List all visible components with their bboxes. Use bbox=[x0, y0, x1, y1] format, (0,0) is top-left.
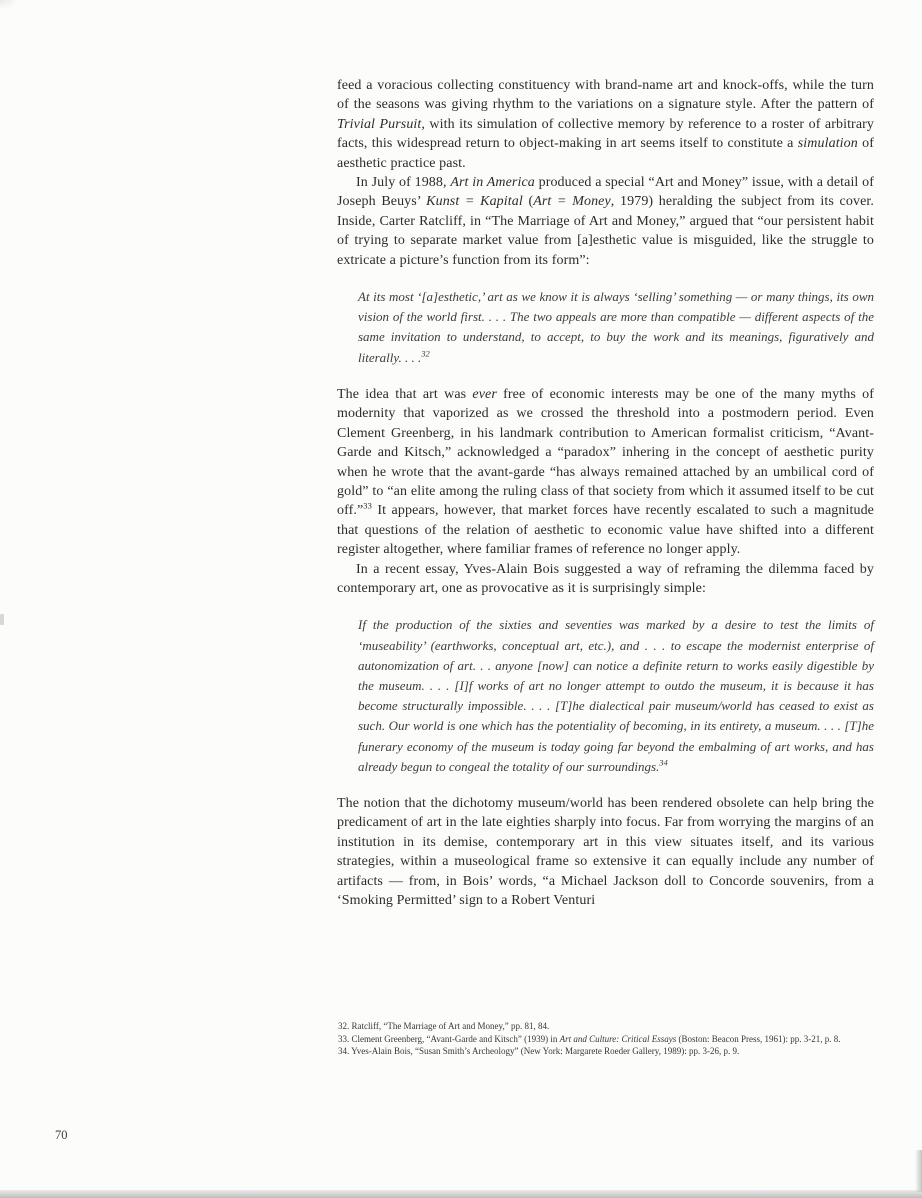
footnote-ref: 32 bbox=[421, 348, 430, 359]
text-run: If the production of the sixties and seventies was marked by a desire to test the limits of ‘museability’ (earthworks, conceptual art, etc.), and . . . to escape the modernist enterprise of autonomization of art. . . anyone [now] can notice a definite return to works easily digestible by the museum. . . . [I]f works of art no longer attempt to outdo the museum, it is because it has become structurally impossible. . . . [T]he dialectical pair museum/world has ceased to exist as such. Our world is one which has the potentiality of becoming, in its entirety, a museum. . . . [T]he funerary economy of the museum is today going far beyond the embalming of art works, and has already begun to congeal the totality of our surroundings. bbox=[358, 617, 874, 774]
text-run: 34. Yves-Alain Bois, “Susan Smith’s Archeology” (New York: Margarete Roeder Gallery, 1989): pp. 3-26, p. 9. bbox=[338, 1046, 740, 1057]
text-run: Art in America bbox=[450, 175, 535, 191]
footnote-ref: 34 bbox=[659, 757, 668, 768]
text-run: The idea that art was bbox=[337, 386, 473, 402]
text-run: Trivial Pursuit bbox=[337, 116, 422, 132]
paragraph bbox=[337, 560, 874, 599]
scan-edge-right bbox=[915, 1150, 922, 1192]
text-run: At its most ‘[a]esthetic,’ art as we know it is always ‘selling’ something — or many things, its own vision of the world first. . . . The two appeals are more than compatible — different aspects of the same invitation to understand, to accept, to buy the work and its meanings, figuratively and literally. . . . bbox=[358, 289, 874, 365]
text-run: ever bbox=[472, 386, 497, 402]
scan-speck bbox=[0, 614, 4, 625]
text-run: Art = Money bbox=[533, 194, 611, 210]
block-quote bbox=[358, 287, 874, 368]
text-run: It appears, however, that market forces have recently escalated to such a magnitude that questions of the relation of aesthetic to economic value have shifted into a different register altogether, where familiar frames of reference no longer apply. bbox=[337, 503, 874, 558]
scan-edge-bottom bbox=[0, 1190, 922, 1198]
footnote-ref: 33 bbox=[363, 500, 372, 511]
footnote bbox=[338, 1033, 886, 1046]
text-run: ( bbox=[522, 194, 534, 210]
text-column bbox=[337, 76, 874, 910]
text-run: free of economic interests may be one of the many myths of modernity that vaporized as we crossed the threshold into a postmodern period. Even Clement Greenberg, in his landmark contribution to American formalist criticism, “Avant-Garde and Kitsch,” acknowledged a “paradox” inhering in the concept of aesthetic purity when he wrote that the avant-garde “has always remained attached by an umbilical cord of gold” to “an elite among the ruling class of that society from which it assumed itself to be cut off.” bbox=[337, 386, 874, 519]
text-run: Kunst = Kapital bbox=[426, 194, 523, 210]
text-run: In July of 1988, bbox=[356, 175, 451, 191]
scan-corner-artifact bbox=[0, 0, 18, 10]
paragraph bbox=[337, 385, 874, 560]
footnote bbox=[338, 1045, 886, 1058]
text-run: Art and Culture: Critical Essays bbox=[559, 1033, 677, 1044]
text-run: , 1979) heralding the subject from its cover. Inside, Carter Ratcliff, in “The Marriage of Art and Money,” argued that “our persistent habit of trying to separate market value from [a]esthetic value is misguided, like the struggle to extricate a picture’s function from its form”: bbox=[337, 194, 874, 268]
text-run: The notion that the dichotomy museum/world has been rendered obsolete can help bring the predicament of art in the late eighties sharply into focus. Far from worrying the margins of an institution in its demise, contemporary art in this view situates itself, and its various strategies, within a museological frame so extensive it can equally include any number of artifacts — from, in Bois’ words, “a Michael Jackson doll to Concorde souvenirs, from a ‘Smoking Permitted’ sign to a Robert Venturi bbox=[337, 795, 874, 908]
footnotes bbox=[338, 1020, 886, 1058]
text-run: feed a voracious collecting constituency with brand-name art and knock-offs, while the turn of the seasons was giving rhythm to the variations on a signature style. After the pattern of bbox=[337, 78, 874, 113]
text-run: , with its simulation of collective memory by reference to a roster of arbitrary facts, this widespread return to object-making in art seems itself to constitute a bbox=[337, 116, 874, 152]
page-number: 70 bbox=[55, 1128, 68, 1142]
block-quote bbox=[358, 615, 874, 777]
text-run: (Boston: Beacon Press, 1961): pp. 3-21, p. 8. bbox=[676, 1033, 841, 1044]
paragraph bbox=[337, 173, 874, 270]
text-run: produced a special “Art and Money” issue, with a detail of Joseph Beuys’ bbox=[337, 175, 874, 210]
text-run: 32. Ratcliff, “The Marriage of Art and Money,” pp. 81, 84. bbox=[338, 1021, 550, 1031]
text-run: of aesthetic practice past. bbox=[337, 136, 874, 171]
text-run: In a recent essay, Yves-Alain Bois suggested a way of reframing the dilemma faced by contemporary art, one as provocative as it is surprisingly simple: bbox=[337, 561, 874, 596]
footnote bbox=[338, 1020, 886, 1033]
paragraph bbox=[337, 76, 874, 173]
text-run: simulation bbox=[797, 136, 858, 152]
text-run: 33. Clement Greenberg, “Avant-Garde and Kitsch” (1939) in bbox=[338, 1033, 560, 1044]
paragraph bbox=[337, 794, 874, 910]
